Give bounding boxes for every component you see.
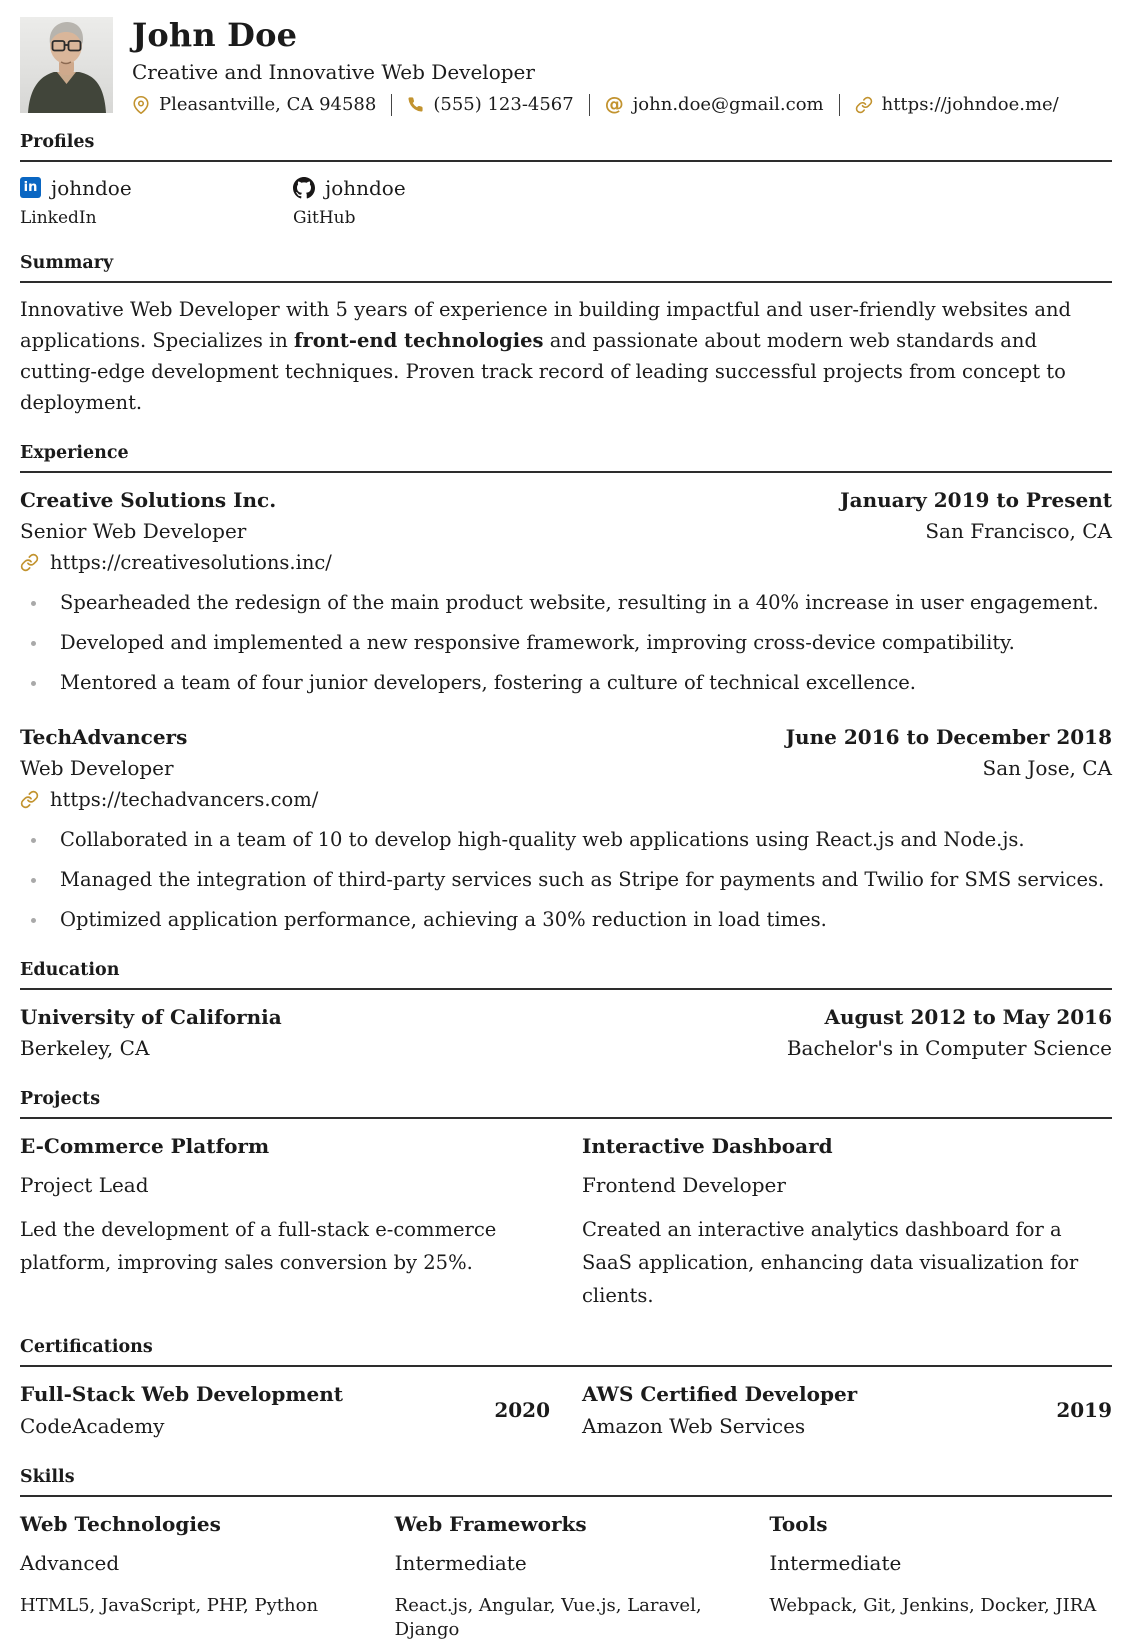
certification-issuer: Amazon Web Services: [582, 1413, 806, 1438]
at-sign-icon: @: [604, 93, 624, 116]
job-location: San Francisco, CA: [925, 518, 1112, 543]
project-role: Frontend Developer: [582, 1172, 786, 1197]
experience-entry-row2: [20, 516, 1112, 547]
company-url-link[interactable]: [20, 784, 1112, 815]
skill-name: Tools: [769, 1511, 828, 1536]
projects-grid: [20, 1131, 1112, 1312]
contact-location: [132, 94, 376, 115]
contact-phone-text: (555) 123-4567: [433, 94, 574, 116]
project-item: [20, 1131, 550, 1312]
bullet-item: [20, 905, 1112, 935]
bullet-dot-icon: [31, 601, 36, 606]
skill-keywords: Webpack, Git, Jenkins, Docker, JIRA: [769, 1594, 1097, 1616]
certifications-grid: [20, 1379, 1112, 1442]
projects-heading: Projects: [20, 1088, 1112, 1119]
certifications-heading: Certifications: [20, 1336, 1112, 1367]
summary-text-bold: front-end technologies: [294, 328, 544, 352]
experience-entry-row1: [20, 722, 1112, 753]
contact-separator: [839, 94, 840, 116]
education-location: Berkeley, CA: [20, 1035, 150, 1060]
skill-item: [769, 1509, 1112, 1642]
certification-name: AWS Certified Developer: [582, 1381, 858, 1406]
profile-linkedin-label: LinkedIn: [20, 207, 97, 228]
experience-entry: [20, 485, 1112, 698]
summary-heading: Summary: [20, 252, 1112, 283]
map-pin-icon: [132, 96, 150, 114]
institution-name: University of California: [20, 1004, 282, 1029]
certification-item: [582, 1379, 1112, 1442]
education-heading: Education: [20, 959, 1112, 990]
section-skills: [20, 1466, 1112, 1642]
degree-name: Bachelor's in Computer Science: [786, 1035, 1112, 1060]
company-url-link[interactable]: [20, 547, 1112, 578]
education-dates: August 2012 to May 2016: [824, 1004, 1112, 1029]
position-title: Web Developer: [20, 755, 174, 780]
experience-bullets: [20, 588, 1112, 698]
education-entry: [20, 1002, 1112, 1064]
date-range: January 2019 to Present: [840, 487, 1112, 512]
skill-level: Intermediate: [394, 1550, 527, 1575]
bullet-dot-icon: [31, 641, 36, 646]
profile-github-username: johndoe: [325, 175, 406, 200]
company-name: Creative Solutions Inc.: [20, 487, 277, 512]
section-education: [20, 959, 1112, 1064]
bullet-text: Developed and implemented a new responsive framework, improving cross-device compatibility.: [60, 630, 1015, 654]
profile-linkedin: [20, 176, 293, 228]
summary-text-part1: Innovative Web Developer with 5 years of experience in building impactful and user-friendly websites and applications. Specializes in: [20, 297, 1071, 352]
certification-name: Full-Stack Web Development: [20, 1381, 344, 1406]
bullet-item: [20, 588, 1112, 618]
skill-keywords: HTML5, JavaScript, PHP, Python: [20, 1594, 319, 1616]
project-description: Created an interactive analytics dashboard for a SaaS application, enhancing data visualization for clients.: [582, 1217, 1079, 1307]
phone-icon: [407, 96, 424, 113]
bullet-text: Collaborated in a team of 10 to develop high-quality web applications using React.js and Node.js.: [60, 827, 1025, 851]
contact-website-text: https://johndoe.me/: [881, 94, 1059, 116]
position-title: Senior Web Developer: [20, 518, 247, 543]
section-experience: [20, 442, 1112, 935]
project-name: Interactive Dashboard: [582, 1133, 833, 1158]
profile-linkedin-username: johndoe: [51, 175, 132, 200]
link-icon: [20, 553, 39, 572]
education-entry-row2: [20, 1033, 1112, 1064]
header: [20, 17, 1112, 116]
github-octocat-icon: [293, 177, 315, 199]
experience-entry-row1: [20, 485, 1112, 516]
contact-phone[interactable]: [407, 94, 573, 115]
project-role: Project Lead: [20, 1172, 149, 1197]
profile-github-link[interactable]: [293, 176, 566, 200]
bullet-item: [20, 628, 1112, 658]
certification-issuer: CodeAcademy: [20, 1413, 165, 1438]
bullet-dot-icon: [31, 918, 36, 923]
profile-linkedin-link[interactable]: [20, 176, 293, 200]
bullet-text: Optimized application performance, achieving a 30% reduction in load times.: [60, 907, 827, 931]
link-icon: [855, 96, 873, 114]
profiles-row: [20, 176, 1112, 228]
section-certifications: [20, 1336, 1112, 1442]
bullet-dot-icon: [31, 681, 36, 686]
bullet-text: Mentored a team of four junior developers, fostering a culture of technical excellence.: [60, 670, 917, 694]
section-projects: [20, 1088, 1112, 1312]
bullet-text: Spearheaded the redesign of the main product website, resulting in a 40% increase in user engagement.: [60, 590, 1099, 614]
company-name: TechAdvancers: [20, 724, 188, 749]
person-headline: Creative and Innovative Web Developer: [132, 59, 535, 84]
bullet-text: Managed the integration of third-party services such as Stripe for payments and Twilio for SMS services.: [60, 867, 1105, 891]
experience-bullets: [20, 825, 1112, 935]
person-name: John Doe: [132, 16, 298, 54]
link-icon: [20, 790, 39, 809]
experience-entry-row2: [20, 753, 1112, 784]
project-description: Led the development of a full-stack e-commerce platform, improving sales conversion by 25%.: [20, 1217, 497, 1274]
bullet-item: [20, 865, 1112, 895]
certification-item: [20, 1379, 550, 1442]
certification-year: 2020: [494, 1398, 550, 1423]
profiles-heading: Profiles: [20, 131, 1112, 162]
bullet-item: [20, 668, 1112, 698]
date-range: June 2016 to December 2018: [785, 724, 1112, 749]
skill-name: Web Technologies: [20, 1511, 221, 1536]
certification-info: [20, 1379, 343, 1442]
project-name: E-Commerce Platform: [20, 1133, 270, 1158]
profile-github-label: GitHub: [293, 207, 356, 228]
experience-heading: Experience: [20, 442, 1112, 473]
project-item: [582, 1131, 1112, 1312]
education-entry-row1: [20, 1002, 1112, 1033]
contact-row: [132, 94, 1059, 116]
contact-email-text: john.doe@gmail.com: [632, 94, 824, 116]
skill-keywords: React.js, Angular, Vue.js, Laravel, Django: [394, 1594, 702, 1640]
profile-github: [293, 176, 566, 228]
skill-item: [395, 1509, 738, 1642]
bullet-item: [20, 825, 1112, 855]
bullet-dot-icon: [31, 878, 36, 883]
portrait-photo-illustration: [20, 17, 113, 113]
skill-name: Web Frameworks: [394, 1511, 587, 1536]
linkedin-badge-icon: in: [20, 177, 41, 198]
skill-item: [20, 1509, 363, 1642]
contact-website[interactable]: [855, 94, 1059, 115]
section-summary: [20, 252, 1112, 418]
skill-level: Advanced: [20, 1550, 120, 1575]
company-url-text: https://techadvancers.com/: [50, 787, 319, 811]
contact-email[interactable]: [605, 94, 824, 115]
skills-heading: Skills: [20, 1466, 1112, 1497]
contact-location-text: Pleasantville, CA 94588: [159, 94, 377, 116]
profile-photo: [20, 17, 113, 113]
contact-separator: [391, 94, 392, 116]
summary-text-part2: and passionate about modern web standards and cutting-edge development techniques. Proven track record of leading successful projects from concept to deployment.: [20, 328, 1066, 414]
header-info: [132, 17, 1059, 116]
section-profiles: [20, 131, 1112, 228]
summary-text: [20, 294, 1112, 418]
certification-info: [582, 1379, 857, 1442]
certification-year: 2019: [1056, 1398, 1112, 1423]
experience-entry: [20, 722, 1112, 935]
contact-separator: [589, 94, 590, 116]
skill-level: Intermediate: [769, 1550, 902, 1575]
company-url-text: https://creativesolutions.inc/: [50, 550, 332, 574]
job-location: San Jose, CA: [982, 755, 1112, 780]
skills-grid: [20, 1509, 1112, 1642]
bullet-dot-icon: [31, 838, 36, 843]
